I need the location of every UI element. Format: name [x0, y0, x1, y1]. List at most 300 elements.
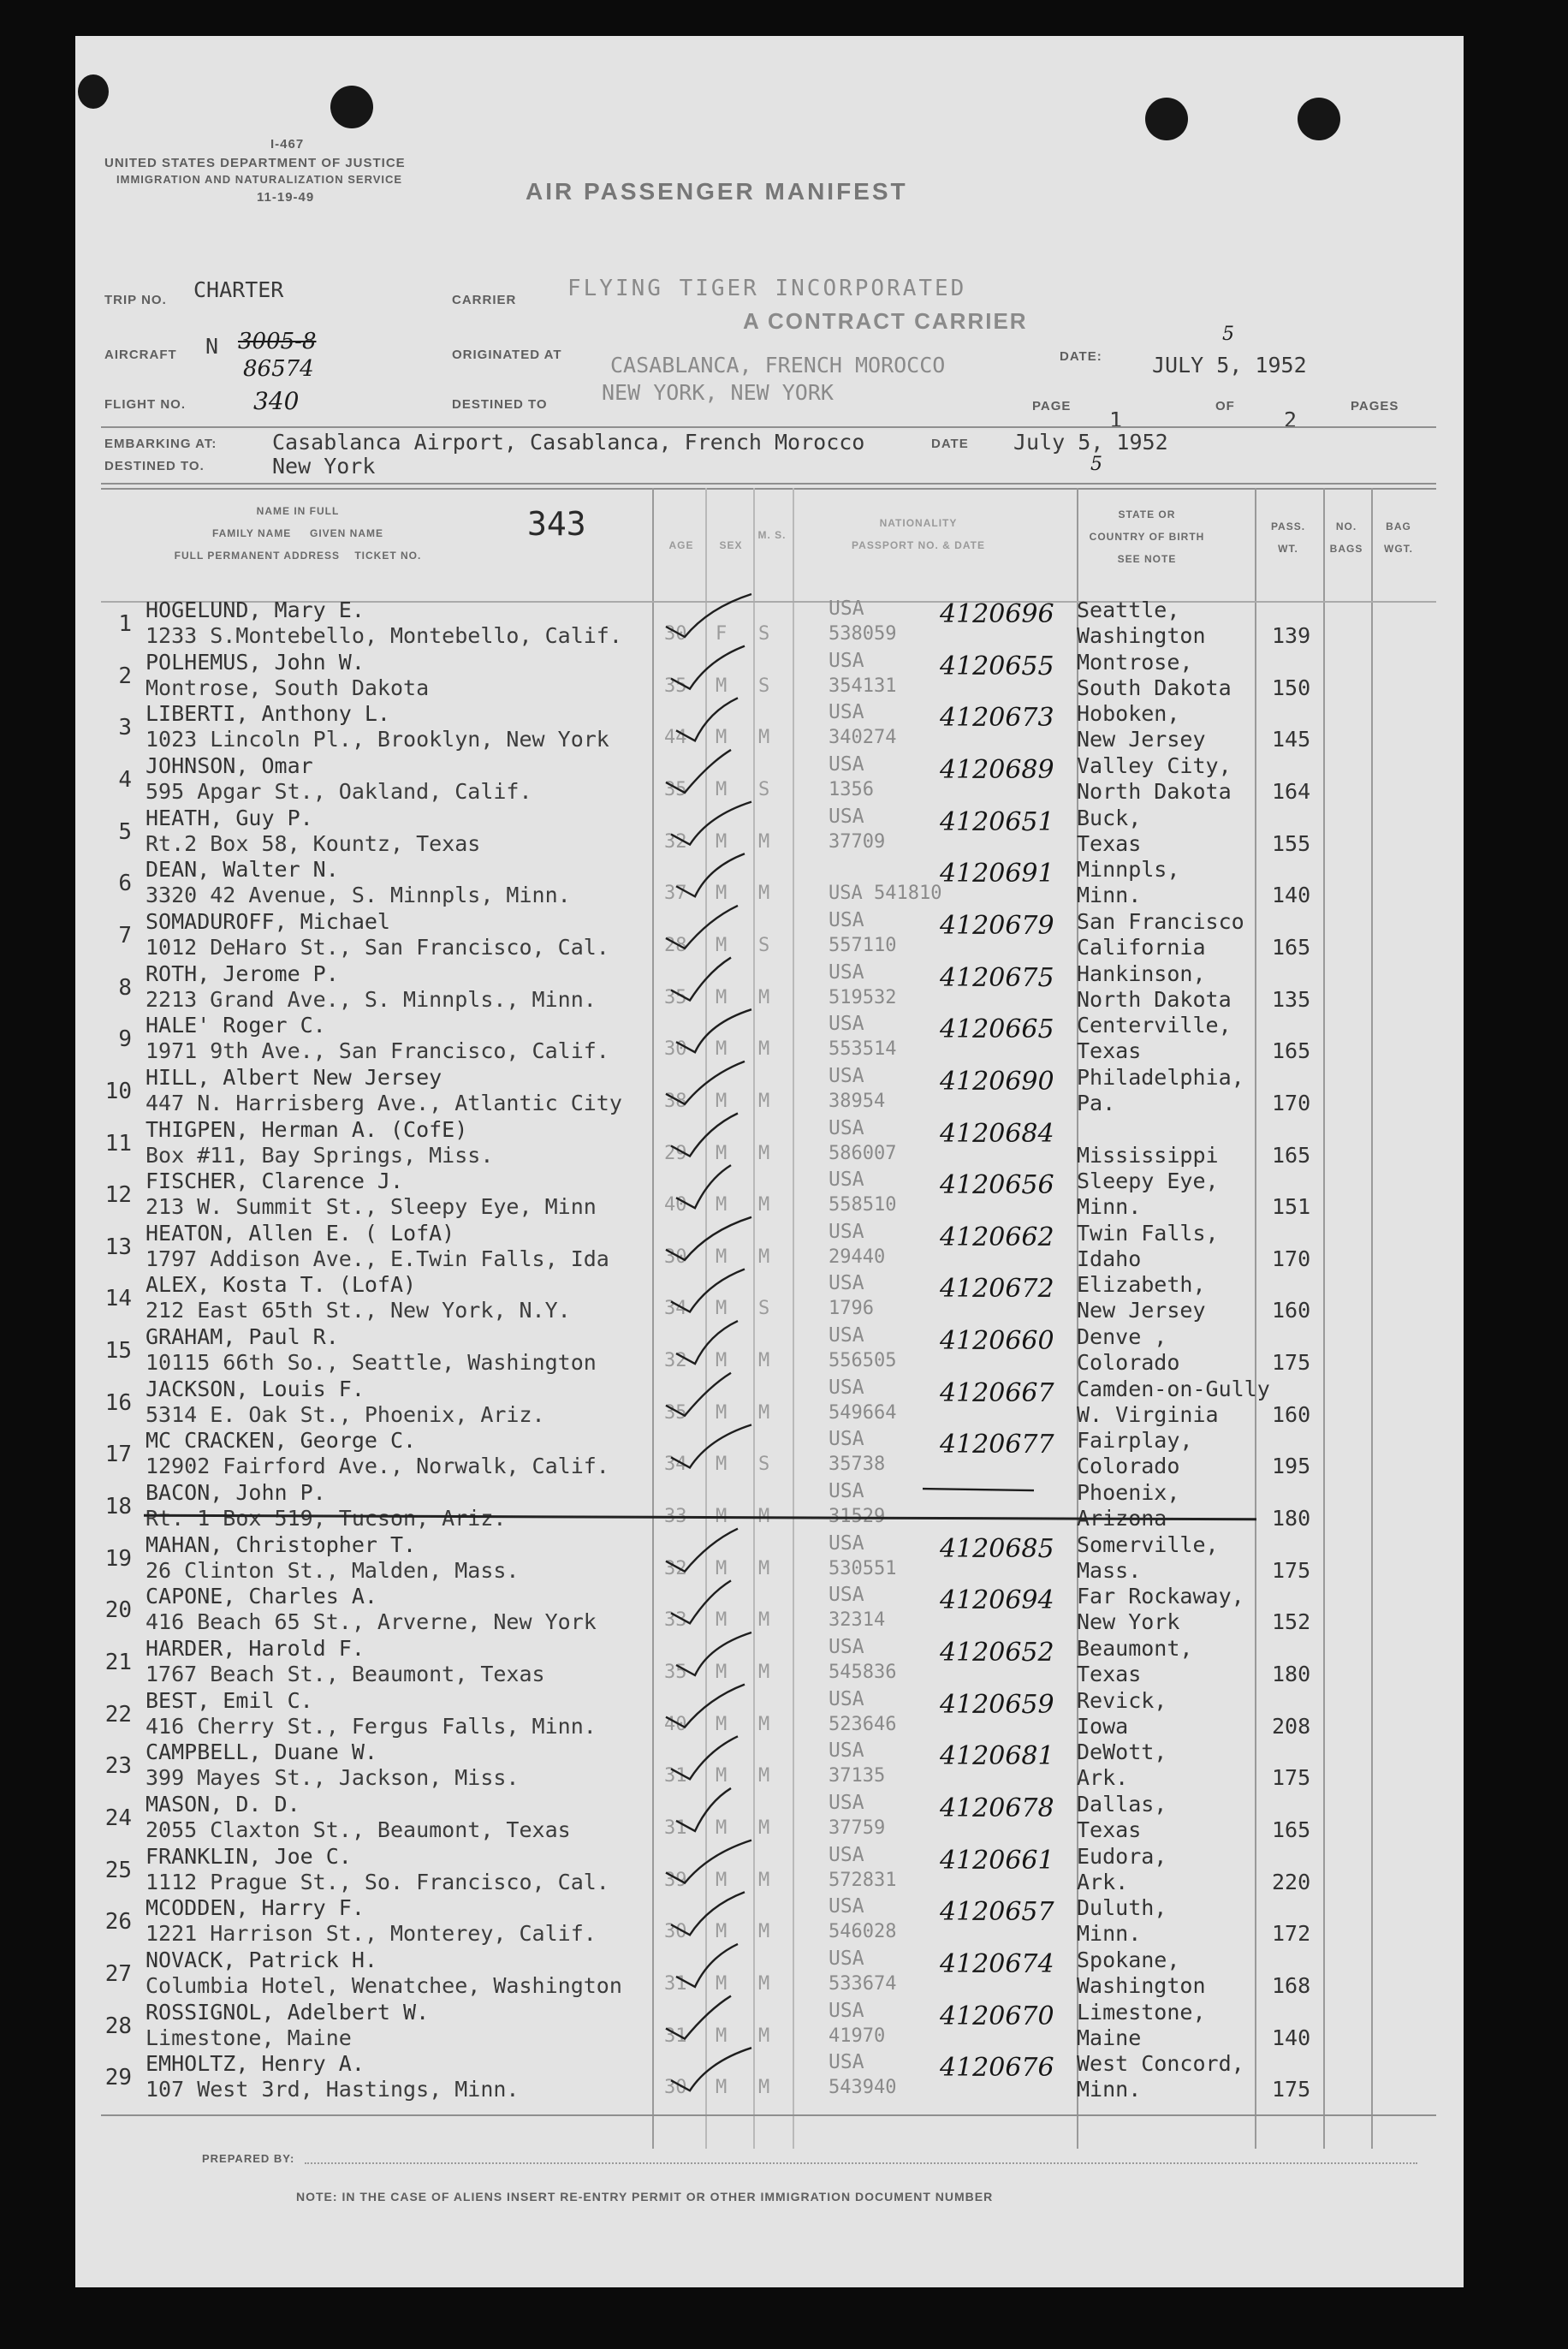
carrier-label: CARRIER — [452, 293, 517, 307]
passenger-sex: M — [716, 1090, 728, 1112]
col-ticket-no: TICKET NO. — [354, 550, 422, 562]
passenger-marital: M — [758, 1142, 770, 1164]
birthplace-line2: Pa. — [1077, 1090, 1116, 1115]
passenger-name: HEATH, Guy P. — [146, 805, 313, 830]
passenger-nationality: USA — [829, 1843, 864, 1866]
passenger-weight: 165 — [1272, 1142, 1311, 1168]
passenger-address: 595 Apgar St., Oakland, Calif. — [146, 778, 532, 804]
passenger-visa-number: 4120670 — [940, 2001, 1054, 2031]
passenger-age: 38 — [664, 1090, 687, 1112]
passenger-address: Rt. 1 Box 519, Tucson, Ariz. — [146, 1506, 507, 1531]
page-number: 1 — [1109, 407, 1123, 432]
passenger-passport: USA 541810 — [829, 883, 942, 905]
passenger-age: 30 — [664, 1038, 687, 1061]
passenger-sex: M — [716, 2025, 728, 2047]
checkmark — [666, 594, 751, 637]
checkmark — [671, 1424, 751, 1467]
passenger-passport: 340274 — [829, 727, 897, 749]
checkmark — [676, 1632, 751, 1675]
row-number: 27 — [104, 1960, 132, 1987]
footer-note: NOTE: IN THE CASE OF ALIENS INSERT RE-ENTRY PERMIT OR OTHER IMMIGRATION DOCUMENT NUMBER — [296, 2190, 994, 2203]
birthplace-line1: Hankinson, — [1077, 960, 1206, 986]
passenger-sex: M — [716, 1038, 728, 1061]
passenger-nationality: USA — [829, 1116, 864, 1139]
passenger-marital: M — [758, 1869, 770, 1891]
passenger-age: 31 — [664, 1817, 687, 1839]
passenger-age: 35 — [664, 1401, 687, 1424]
passenger-visa-number: 4120689 — [940, 754, 1054, 785]
passenger-age: 30 — [664, 1246, 687, 1268]
passenger-nationality: USA — [829, 752, 864, 776]
checkmark — [666, 1373, 731, 1416]
passenger-address: 447 N. Harrisberg Ave., Atlantic City — [146, 1090, 622, 1115]
passenger-age: 40 — [664, 1713, 687, 1735]
passenger-sex: M — [716, 1817, 728, 1839]
passenger-age: 34 — [664, 1298, 687, 1320]
passenger-passport: 530551 — [829, 1557, 897, 1579]
embark-date-handwritten: 5 — [1090, 454, 1102, 475]
checkmark — [666, 1529, 738, 1572]
passenger-visa-number: 4120672 — [940, 1274, 1054, 1305]
carrier-sub: A CONTRACT CARRIER — [743, 308, 1028, 334]
passenger-marital: M — [758, 1662, 770, 1683]
passenger-weight: 165 — [1272, 1038, 1311, 1064]
aircraft-label: AIRCRAFT — [104, 348, 177, 362]
manifest-sheet — [75, 36, 1464, 2287]
passenger-marital: M — [758, 1090, 770, 1112]
passenger-nationality: USA — [829, 1687, 864, 1710]
passenger-passport: 35738 — [829, 1454, 886, 1476]
checkmark — [666, 1062, 745, 1104]
passenger-passport: 37709 — [829, 830, 886, 853]
page-label: PAGE — [1032, 399, 1072, 413]
passenger-marital: M — [758, 1038, 770, 1061]
passenger-name: HALE' Roger C. — [146, 1013, 326, 1038]
prepared-by-label: PREPARED BY: — [202, 2152, 295, 2165]
passenger-passport: 586007 — [829, 1142, 897, 1164]
checkmark — [666, 1685, 745, 1728]
passenger-nationality: USA — [829, 960, 864, 984]
birthplace-line2: North Dakota — [1077, 986, 1232, 1012]
passenger-nationality: USA — [829, 2051, 864, 2074]
checkmark — [671, 1580, 731, 1623]
passenger-sex: M — [716, 1713, 728, 1735]
birthplace-line2: Minn. — [1077, 1194, 1142, 1220]
passenger-weight: 150 — [1272, 675, 1311, 700]
aircraft-struck: 3005-8 — [238, 329, 317, 354]
embark-date: July 5, 1952 — [1013, 430, 1168, 455]
passenger-name: CAPONE, Charles A. — [146, 1584, 377, 1609]
passenger-sex: M — [716, 934, 728, 956]
checkmark — [671, 958, 731, 1001]
checkmark — [671, 1892, 745, 1935]
passenger-visa-number: 4120677 — [940, 1430, 1054, 1460]
passenger-address: 1221 Harrison St., Monterey, Calif. — [146, 1921, 597, 1947]
birthplace-line2: Minn. — [1077, 883, 1142, 908]
passenger-nationality: USA — [829, 805, 864, 828]
passenger-visa-number: 4120667 — [940, 1377, 1054, 1408]
row-number: 6 — [118, 871, 132, 897]
passenger-marital: M — [758, 883, 770, 905]
passenger-visa-number: 4120662 — [940, 1222, 1054, 1252]
col-marital-heading: M. S. — [757, 529, 787, 541]
passenger-nationality: USA — [829, 1272, 864, 1295]
passenger-visa-number: 4120673 — [940, 703, 1054, 734]
col-family-name: FAMILY NAME — [211, 527, 292, 539]
passenger-marital: M — [758, 727, 770, 749]
birthplace-line2: New Jersey — [1077, 1298, 1206, 1323]
checkmark — [676, 853, 745, 896]
passenger-weight: 139 — [1272, 623, 1311, 648]
birthplace-line1: Seattle, — [1077, 598, 1180, 622]
passenger-nationality: USA — [829, 1480, 864, 1503]
row-number: 2 — [118, 663, 132, 689]
birthplace-line1: Phoenix, — [1077, 1480, 1180, 1506]
birthplace-line1: Montrose, — [1077, 649, 1193, 675]
row-number: 14 — [104, 1286, 132, 1312]
passenger-marital: M — [758, 1609, 770, 1632]
passenger-sex: M — [716, 2077, 728, 2099]
passenger-visa-number: 4120691 — [940, 859, 1054, 889]
passenger-age: 40 — [664, 1194, 687, 1216]
passenger-visa-number: 4120651 — [940, 806, 1054, 837]
col-sex-heading: SEX — [719, 539, 743, 551]
form-number: I-467 — [270, 137, 305, 152]
passenger-name: HEATON, Allen E. ( LofA) — [146, 1220, 455, 1246]
passenger-marital: M — [758, 986, 770, 1008]
passenger-name: HILL, Albert New Jersey — [146, 1064, 442, 1090]
birthplace-line2: Minn. — [1077, 2077, 1142, 2102]
birthplace-line1: Denve , — [1077, 1324, 1167, 1350]
birthplace-line2: Texas — [1077, 830, 1142, 856]
passenger-sex: F — [716, 623, 728, 645]
passenger-marital: M — [758, 830, 770, 853]
passenger-name: FRANKLIN, Joe C. — [146, 1843, 352, 1869]
birthplace-line1: Dallas, — [1077, 1791, 1167, 1817]
passenger-visa-number: 4120676 — [940, 2053, 1054, 2084]
passenger-sex: M — [716, 727, 728, 749]
passenger-nationality: USA — [829, 1999, 864, 2022]
passenger-visa-number: 4120659 — [940, 1689, 1054, 1720]
passenger-name: HARDER, Harold F. — [146, 1636, 365, 1661]
passenger-passport: 1356 — [829, 778, 874, 800]
passenger-passport: 557110 — [829, 934, 897, 956]
passenger-age: 35 — [664, 778, 687, 800]
col-given-name: GIVEN NAME — [310, 527, 384, 539]
col-bag: BAG — [1386, 520, 1411, 532]
passenger-address: 3320 42 Avenue, S. Minnpls, Minn. — [146, 883, 571, 908]
passenger-weight: 180 — [1272, 1662, 1311, 1686]
birthplace-line1: Eudora, — [1077, 1843, 1167, 1869]
birthplace-line1: Twin Falls, — [1077, 1220, 1219, 1246]
date-handwritten: 5 — [1222, 324, 1234, 345]
flight-no-label: FLIGHT NO. — [104, 397, 186, 412]
birthplace-line1: Centerville, — [1077, 1013, 1232, 1038]
passenger-passport: 37135 — [829, 1765, 886, 1787]
passenger-name: THIGPEN, Herman A. (CofE) — [146, 1116, 468, 1142]
checkmark — [676, 1944, 738, 1987]
passenger-visa-number: 4120665 — [940, 1014, 1054, 1045]
passenger-weight: 155 — [1272, 830, 1311, 856]
row-number: 23 — [104, 1753, 132, 1780]
birthplace-line2: Texas — [1077, 1038, 1142, 1064]
passenger-sex: M — [716, 1350, 728, 1372]
passenger-visa-number: 4120684 — [940, 1118, 1054, 1149]
checkmark — [666, 750, 731, 793]
passenger-name: MC CRACKEN, George C. — [146, 1428, 417, 1454]
passenger-visa-number: 4120694 — [940, 1585, 1054, 1616]
passenger-sex: M — [716, 1662, 728, 1683]
passenger-passport: 29440 — [829, 1246, 886, 1268]
birthplace-line2: Minn. — [1077, 1921, 1142, 1947]
passenger-age: 32 — [664, 1350, 687, 1372]
embarking-at: Casablanca Airport, Casablanca, French Morocco — [272, 430, 865, 455]
originated: CASABLANCA, FRENCH MOROCCO — [610, 353, 946, 378]
checkmark — [671, 646, 745, 689]
col-wgt: WGT. — [1384, 543, 1413, 555]
birthplace-line1: Revick, — [1077, 1687, 1167, 1713]
passenger-age: 37 — [664, 883, 687, 905]
passenger-passport: 538059 — [829, 623, 897, 645]
row-number: 24 — [104, 1805, 132, 1831]
col-age-heading: AGE — [668, 539, 694, 551]
aircraft-handwritten: 86574 — [243, 356, 314, 382]
col-pass: PASS. — [1270, 520, 1306, 532]
passenger-passport: 37759 — [829, 1817, 886, 1839]
passenger-passport: 523646 — [829, 1713, 897, 1735]
birthplace-line2: Arizona — [1077, 1506, 1167, 1531]
passenger-name: GRAHAM, Paul R. — [146, 1324, 339, 1350]
passenger-weight: 165 — [1272, 934, 1311, 960]
birthplace-line1: West Concord, — [1077, 2051, 1244, 2077]
col-name-line1: NAME IN FULL — [256, 505, 340, 517]
passenger-marital: S — [758, 675, 770, 697]
passenger-visa-number: 4120696 — [940, 599, 1054, 629]
passenger-age: 44 — [664, 727, 687, 749]
passenger-age: 30 — [664, 1921, 687, 1943]
passenger-marital: M — [758, 1817, 770, 1839]
tally-checkmarks — [75, 36, 1464, 2287]
row-number: 28 — [104, 2013, 132, 2039]
checkmark — [676, 1788, 731, 1831]
passenger-weight: 220 — [1272, 1869, 1311, 1894]
passenger-passport: 545836 — [829, 1662, 897, 1683]
passenger-passport: 572831 — [829, 1869, 897, 1891]
embark-date-label: DATE — [931, 437, 969, 451]
row-number: 19 — [104, 1545, 132, 1572]
checkmark — [676, 1321, 738, 1364]
passenger-address: Montrose, South Dakota — [146, 675, 430, 700]
birthplace-line1: Far Rockaway, — [1077, 1584, 1244, 1609]
passenger-nationality: USA — [829, 701, 864, 724]
passenger-age: 28 — [664, 934, 687, 956]
passenger-sex: M — [716, 1401, 728, 1424]
row-number: 26 — [104, 1909, 132, 1936]
passenger-passport: 553514 — [829, 1038, 897, 1061]
passenger-name: BEST, Emil C. — [146, 1687, 313, 1713]
row-number: 11 — [104, 1130, 132, 1157]
passenger-nationality: USA — [829, 1220, 864, 1243]
row-number: 12 — [104, 1182, 132, 1209]
birthplace-line2: Texas — [1077, 1662, 1142, 1686]
passenger-sex: M — [716, 1194, 728, 1216]
passenger-address: 1767 Beach St., Beaumont, Texas — [146, 1662, 545, 1686]
passenger-sex: M — [716, 1972, 728, 1995]
passenger-passport: 543940 — [829, 2077, 897, 2099]
passenger-address: 2213 Grand Ave., S. Minnpls., Minn. — [146, 986, 597, 1012]
birthplace-line2: North Dakota — [1077, 778, 1232, 804]
passenger-marital: S — [758, 623, 770, 645]
passenger-weight: 170 — [1272, 1246, 1311, 1271]
passenger-weight: 160 — [1272, 1298, 1311, 1323]
passenger-age: 39 — [664, 1869, 687, 1891]
passenger-age: 35 — [664, 1662, 687, 1683]
passenger-visa-number: 4120656 — [940, 1170, 1054, 1201]
passenger-name: JOHNSON, Omar — [146, 752, 313, 778]
passenger-weight: 165 — [1272, 1817, 1311, 1842]
passenger-marital: M — [758, 1194, 770, 1216]
passenger-name: ALEX, Kosta T. (LofA) — [146, 1272, 417, 1298]
passenger-weight: 140 — [1272, 883, 1311, 908]
passenger-nationality: USA — [829, 1428, 864, 1451]
col-birth-line3: SEE NOTE — [1117, 553, 1177, 565]
passenger-passport: 519532 — [829, 986, 897, 1008]
row-number: 22 — [104, 1701, 132, 1728]
row-number: 25 — [104, 1857, 132, 1883]
passenger-name: BACON, John P. — [146, 1480, 326, 1506]
passenger-age: 29 — [664, 1142, 687, 1164]
birthplace-line1: Spokane, — [1077, 1947, 1180, 1972]
embarking-label: EMBARKING AT: — [104, 437, 217, 451]
passenger-marital: M — [758, 1713, 770, 1735]
flight-no: 340 — [253, 387, 300, 415]
passenger-name: LIBERTI, Anthony L. — [146, 701, 390, 727]
passenger-address: Box #11, Bay Springs, Miss. — [146, 1142, 494, 1168]
birthplace-line1: Camden-on-Gully — [1077, 1376, 1270, 1401]
row-number: 20 — [104, 1597, 132, 1624]
passenger-visa-number: 4120655 — [940, 651, 1054, 681]
table-bottom-rule — [101, 2114, 1436, 2116]
passenger-address: 416 Beach 65 St., Arverne, New York — [146, 1609, 597, 1635]
passenger-age: 32 — [664, 1557, 687, 1579]
originated-label: ORIGINATED AT — [452, 348, 562, 362]
passenger-nationality: USA — [829, 1895, 864, 1918]
passenger-age: 33 — [664, 1609, 687, 1632]
row-number: 9 — [118, 1026, 132, 1053]
passenger-passport: 354131 — [829, 675, 897, 697]
birthplace-line1: Minnpls, — [1077, 857, 1180, 883]
passenger-passport: 38954 — [829, 1090, 886, 1112]
passenger-sex: M — [716, 986, 728, 1008]
birthplace-line2: South Dakota — [1077, 675, 1232, 700]
checkmark — [671, 2048, 751, 2090]
birthplace-line2: Washington — [1077, 1972, 1206, 1998]
row-number: 8 — [118, 974, 132, 1001]
passenger-weight: 145 — [1272, 727, 1311, 752]
birthplace-line2: Washington — [1077, 623, 1206, 648]
passenger-marital: M — [758, 2077, 770, 2099]
passenger-age: 30 — [664, 2077, 687, 2099]
birthplace-line2: Mass. — [1077, 1557, 1142, 1583]
destined-to: New York — [272, 454, 376, 479]
passenger-age: 31 — [664, 1765, 687, 1787]
birthplace-line2: Idaho — [1077, 1246, 1142, 1271]
passenger-nationality: USA — [829, 1636, 864, 1658]
row-number: 18 — [104, 1494, 132, 1520]
birthplace-line2: California — [1077, 934, 1206, 960]
passenger-name: MCODDEN, Harry F. — [146, 1895, 365, 1921]
passenger-name: MAHAN, Christopher T. — [146, 1531, 417, 1557]
passenger-address: 416 Cherry St., Fergus Falls, Minn. — [146, 1713, 597, 1739]
row-number: 1 — [118, 611, 132, 637]
passenger-sex: M — [716, 1298, 728, 1320]
birthplace-line2: Colorado — [1077, 1454, 1180, 1479]
checkmark — [666, 906, 738, 949]
destined-to-label: DESTINED TO. — [104, 459, 205, 473]
row-number: 21 — [104, 1650, 132, 1675]
checkmark — [671, 802, 751, 845]
trip-no-label: TRIP NO. — [104, 293, 167, 307]
passenger-name: FISCHER, Clarence J. — [146, 1169, 404, 1194]
passenger-sex: M — [716, 1557, 728, 1579]
passenger-address: 1023 Lincoln Pl., Brooklyn, New York — [146, 727, 609, 752]
passenger-address: 26 Clinton St., Malden, Mass. — [146, 1557, 520, 1583]
passenger-visa-number: 4120681 — [940, 1741, 1054, 1772]
passenger-weight: 208 — [1272, 1713, 1311, 1739]
passenger-sex: M — [716, 1246, 728, 1268]
passenger-passport: 1796 — [829, 1298, 874, 1320]
sheet-number: 343 — [527, 505, 586, 543]
passenger-visa-number: 4120675 — [940, 962, 1054, 993]
col-wt: WT. — [1278, 543, 1298, 555]
passenger-visa-number: 4120678 — [940, 1793, 1054, 1823]
passenger-marital: S — [758, 778, 770, 800]
col-address: FULL PERMANENT ADDRESS — [174, 550, 340, 562]
passenger-visa-number: 4120685 — [940, 1533, 1054, 1564]
passenger-nationality: USA — [829, 1013, 864, 1036]
birthplace-line2: New Jersey — [1077, 727, 1206, 752]
birthplace-line1: DeWott, — [1077, 1739, 1167, 1765]
passenger-age: 31 — [664, 1972, 687, 1995]
passenger-sex: M — [716, 1765, 728, 1787]
birthplace-line1: Sleepy Eye, — [1077, 1169, 1219, 1194]
passenger-age: 30 — [664, 623, 687, 645]
passenger-weight: 135 — [1272, 986, 1311, 1012]
trip-no: CHARTER — [193, 277, 284, 302]
birthplace-line2: Mississippi — [1077, 1142, 1219, 1168]
birthplace-line2: Iowa — [1077, 1713, 1129, 1739]
passenger-weight: 175 — [1272, 1350, 1311, 1376]
birthplace-line1: Beaumont, — [1077, 1636, 1193, 1661]
birthplace-line1: San Francisco — [1077, 908, 1244, 934]
agency-line-1: UNITED STATES DEPARTMENT OF JUSTICE — [104, 156, 406, 170]
passenger-weight: 164 — [1272, 778, 1311, 804]
form-title: AIR PASSENGER MANIFEST — [526, 178, 908, 205]
birthplace-line2: Ark. — [1077, 1765, 1129, 1791]
pages-label: PAGES — [1351, 399, 1399, 413]
passenger-nationality: USA — [829, 1584, 864, 1607]
passenger-address: 2055 Claxton St., Beaumont, Texas — [146, 1817, 571, 1842]
passenger-weight: 195 — [1272, 1454, 1311, 1479]
passenger-address: 1112 Prague St., So. Francisco, Cal. — [146, 1869, 609, 1894]
passenger-name: EMHOLTZ, Henry A. — [146, 2051, 365, 2077]
row-number: 17 — [104, 1442, 132, 1468]
passenger-age: 34 — [664, 1454, 687, 1476]
passenger-address: 5314 E. Oak St., Phoenix, Ariz. — [146, 1401, 545, 1427]
passenger-address: Columbia Hotel, Wenatchee, Washington — [146, 1972, 622, 1998]
passenger-name: JACKSON, Louis F. — [146, 1376, 365, 1401]
passenger-nationality: USA — [829, 1531, 864, 1555]
